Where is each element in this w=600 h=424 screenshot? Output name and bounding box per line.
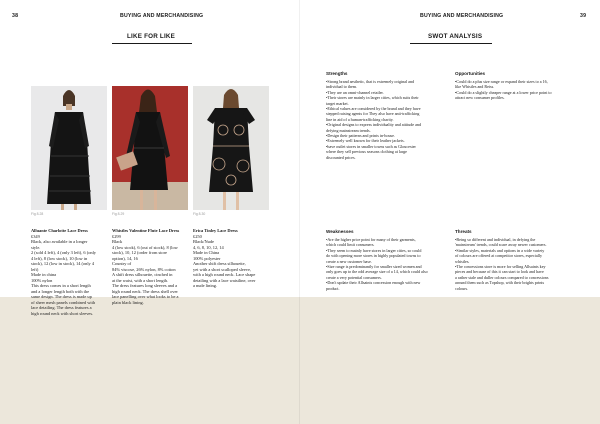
list-item: where they sell previous seasons clothing at large <box>326 149 407 155</box>
product-detail-line: 4 (low stock), 6 (out of stock), 8 (low <box>112 244 178 250</box>
list-item: pieces and because of this it can start to look and have <box>455 269 544 275</box>
product-detail-line: stock), 12 (low in stock), 14 (only 4 <box>31 261 95 266</box>
product-detail-line: lace panelling over what looks to be a <box>112 294 179 299</box>
list-item: create a new customer base. <box>326 258 372 264</box>
swot-list-weaknesses <box>326 237 450 291</box>
list-item: •Original designs to express individuality and attitude and <box>326 122 422 128</box>
product-detail-line: and a longer length both with the <box>31 288 90 294</box>
product-photo-1 <box>31 86 107 210</box>
product-name: Erica Tinley Lace Dress <box>193 228 238 233</box>
list-item: •Design their patterns and prints in-house. <box>326 133 395 139</box>
list-item: •They seem to mainly have stores in larger cities, so could <box>326 247 422 253</box>
page-spine <box>299 0 300 424</box>
list-item: •Being so different and individual, in defying the <box>455 237 536 242</box>
product-description-3 <box>193 228 269 289</box>
product-detail-line: Black, also available in a longer <box>31 239 88 244</box>
list-item: defying mainstream trends. <box>326 127 371 133</box>
product-detail-line: a nude lining. <box>193 283 218 288</box>
product-description-2 <box>112 228 188 305</box>
product-detail-line: Black <box>112 239 123 244</box>
product-detail-line: 4, 6, 8, 10, 12, 14 <box>193 244 224 250</box>
product-detail-line: Made in china <box>31 272 57 277</box>
running-head-left: BUYING AND MERCHANDISING <box>120 13 204 19</box>
product-detail-line: high round neck with short sleeves. <box>31 310 94 316</box>
swot-heading-weaknesses: Weaknesses <box>326 229 354 234</box>
list-item: •Similar styles, materials and options in a wide variety <box>455 247 545 253</box>
running-head-right: BUYING AND MERCHANDISING <box>420 13 504 19</box>
product-detail-line: 2 (sold 4 left), 4 (only 3 left), 6 (only <box>31 250 96 255</box>
product-detail-line: Another shift dress silhouette, <box>193 261 246 266</box>
product-detail-line: 84% viscose, 26% nylon, 8% cotton <box>112 266 176 272</box>
product-detail-line: 100% polyester <box>193 255 221 261</box>
page-number-left: 38 <box>12 13 19 19</box>
list-item: product. <box>326 285 340 291</box>
product-detail-line: stock), 10, 12 (order from store <box>112 250 167 255</box>
product-detail-line: style. <box>31 244 41 250</box>
list-item: which could limit consumers. <box>326 242 375 248</box>
list-item: discounted prices. <box>326 154 356 160</box>
product-detail-line: plain black lining. <box>112 299 144 305</box>
product-detail-line: 100% nylon <box>31 277 53 283</box>
product-detail-line: at the waist, with a short length. <box>112 277 169 283</box>
list-item: •Size range is predominantly for smaller sized women and <box>326 264 422 270</box>
list-item: around them such as Topshop, with their brights prints <box>455 280 545 286</box>
list-item: line in aid of a human-trafficking charity. <box>326 116 394 122</box>
product-description-1 <box>31 228 107 316</box>
list-item: •Extremely well known for their leather jackets. <box>326 138 405 144</box>
product-photo-2 <box>112 86 188 210</box>
list-item: do with opening more stores in highly populated towns to <box>326 253 421 259</box>
list-item: •Their stores are mainly in larger cities, which suits their <box>326 95 419 101</box>
section-title-left: LIKE FOR LIKE <box>127 33 176 40</box>
product-detail-line: Made in China <box>193 250 220 255</box>
product-detail-line: high round neck. The dress shell over <box>112 288 178 294</box>
list-item: of colours are offered at competitor stores, especially <box>455 253 542 259</box>
list-item: create a very potential consumers. <box>326 274 382 280</box>
list-item: only goes up to the odd average size of a 14, which could also <box>326 269 428 275</box>
product-detail-line: 4 left), 8 (low stock), 10 (low in <box>31 255 88 261</box>
list-item: whistles. <box>455 258 470 264</box>
list-item: target market. <box>326 100 349 106</box>
list-item: like Whistles and Reiss. <box>455 84 495 90</box>
product-detail-line: option), 14, 16 <box>112 255 138 261</box>
product-detail-line: Black/Nude <box>193 239 214 244</box>
list-item: •Ethical values are considered by the brand and they have <box>326 106 421 112</box>
list-item: •Strong brand aesthetic, that is extremely original and <box>326 79 415 84</box>
list-item: stepped raising agents for They also have anti-trafficking <box>326 111 420 117</box>
product-photo-3 <box>193 86 269 210</box>
product-detail-line: left) <box>31 266 39 272</box>
list-item: •Could do a plus size range or expand their sizes to a 16, <box>455 79 548 84</box>
swot-list-threats <box>455 237 583 291</box>
page-background-band <box>0 297 600 424</box>
photo-caption-3: Fig 8.30 <box>193 212 206 216</box>
product-detail-line: detailing with a lace waistline, over <box>193 277 256 283</box>
list-item: attract new consumer profiles. <box>455 95 505 101</box>
product-name: Whistles Valentine Flute Lace Dress <box>112 228 180 233</box>
list-item: •Are the higher price point for many of their garments, <box>326 237 416 242</box>
list-item: •Could do a slightly cheaper range at a lower price point to <box>455 89 552 95</box>
product-name: Alluante Charlotte Lace Dress <box>31 228 88 233</box>
product-detail-line: The dress features long sleeves and a <box>112 283 178 288</box>
product-detail-line: lace detailing. The dress features a <box>31 305 92 310</box>
list-item: 'mainstream' trends, could scare away newer customers. <box>455 242 547 248</box>
swot-list-strengths <box>326 79 450 160</box>
section-title-right: SWOT ANALYSIS <box>428 33 483 40</box>
list-item: individual to them. <box>326 84 358 90</box>
product-detail-line: with a high round neck. Lace shape <box>193 272 256 277</box>
section-title-underline-left <box>112 43 192 44</box>
list-item: •The concessions store is more for selling Allsaints key <box>455 264 546 270</box>
swot-heading-strengths: Strengths <box>326 71 348 76</box>
swot-heading-threats: Threats <box>455 229 472 234</box>
photo-caption-1: Fig 8.28 <box>31 212 44 216</box>
product-detail-line: of sheer mesh panels combined with <box>31 299 96 305</box>
list-item: colours. <box>455 285 469 291</box>
product-detail-line: yet with a short scalloped sleeve, <box>193 266 252 272</box>
swot-list-opportunities <box>455 79 583 101</box>
product-detail-line: This dress comes in a short length <box>31 283 91 288</box>
photo-caption-2: Fig 8.29 <box>112 212 125 216</box>
product-detail-line: A shift dress silhouette, cinched in <box>112 272 173 277</box>
list-item: •They are an omni-channel retailer. <box>326 89 384 95</box>
product-detail-line: £250 <box>193 233 202 239</box>
section-title-underline-right <box>410 43 492 44</box>
product-detail-line: Country of <box>112 261 132 266</box>
product-detail-line: £349 <box>31 233 40 239</box>
list-item: •have outlet stores in smaller towns such as Gloucester <box>326 143 416 149</box>
list-item: •Don't update their Allsaints concession enough with new <box>326 280 421 286</box>
swot-heading-opportunities: Opportunities <box>455 71 486 76</box>
product-detail-line: same design. The dress is made up <box>31 294 92 299</box>
product-detail-line: £299 <box>112 233 121 239</box>
page-number-right: 39 <box>580 13 587 19</box>
list-item: a rather stale and duller colours compared to concessions <box>455 274 549 280</box>
